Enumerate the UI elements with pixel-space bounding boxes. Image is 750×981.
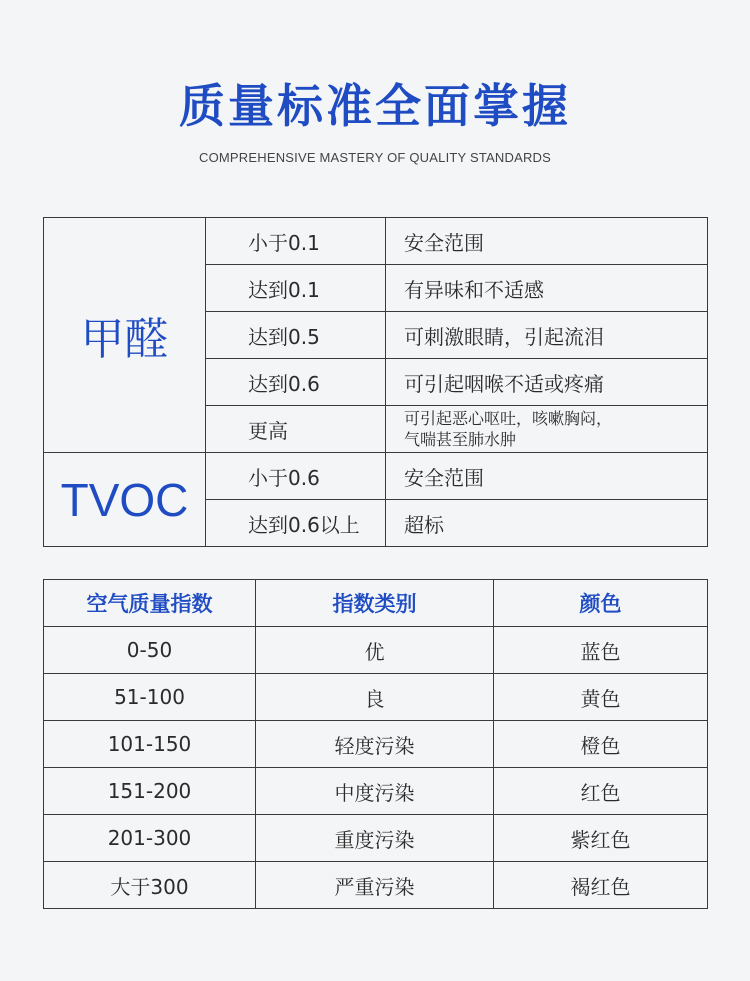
- table-row: [44, 218, 708, 265]
- aqi-color-cell: 黄色: [494, 674, 708, 721]
- aqi-category-cell: 优: [256, 627, 494, 674]
- column-header: 指数类别: [256, 580, 494, 627]
- condition-cell: 更高: [206, 406, 386, 453]
- aqi-category-cell: 良: [256, 674, 494, 721]
- aqi-category-cell: 重度污染: [256, 815, 494, 862]
- condition-cell: 达到0.1: [206, 265, 386, 312]
- aqi-range-cell: 201-300: [44, 815, 256, 862]
- page-subtitle: COMPREHENSIVE MASTERY OF QUALITY STANDARDS: [198, 150, 551, 165]
- aqi-range-cell: 51-100: [44, 674, 256, 721]
- aqi-category-cell: 轻度污染: [256, 721, 494, 768]
- condition-cell: 小于0.6: [206, 453, 386, 500]
- aqi-color-cell: 褐红色: [494, 862, 708, 909]
- effect-cell: 超标: [386, 500, 708, 547]
- effect-cell: 有异味和不适感: [386, 265, 708, 312]
- effect-line: 可引起恶心呕吐，咳嗽胸闷，: [404, 409, 613, 428]
- aqi-table: [43, 579, 708, 909]
- condition-cell: 达到0.6: [206, 359, 386, 406]
- condition-cell: 小于0.1: [206, 218, 386, 265]
- effect-cell: 安全范围: [386, 218, 708, 265]
- aqi-color-cell: 蓝色: [494, 627, 708, 674]
- table-row: [44, 721, 708, 768]
- aqi-range-cell: 101-150: [44, 721, 256, 768]
- table-row: [44, 768, 708, 815]
- column-header: 空气质量指数: [44, 580, 256, 627]
- table-row: [44, 627, 708, 674]
- effect-cell: 安全范围: [386, 453, 708, 500]
- aqi-color-cell: 红色: [494, 768, 708, 815]
- pollutant-name-formaldehyde: 甲醛: [44, 218, 206, 453]
- table-row: [44, 815, 708, 862]
- aqi-range-cell: 151-200: [44, 768, 256, 815]
- effect-cell: 可引起咽喉不适或疼痛: [386, 359, 708, 406]
- pollutant-standards-table: [43, 217, 708, 547]
- condition-cell: 达到0.5: [206, 312, 386, 359]
- effect-cell: 可刺激眼睛，引起流泪: [386, 312, 708, 359]
- column-header: 颜色: [494, 580, 708, 627]
- aqi-color-cell: 紫红色: [494, 815, 708, 862]
- aqi-range-cell: 大于300: [44, 862, 256, 909]
- table-row: [44, 453, 708, 500]
- effect-line: 气喘甚至肺水肿: [404, 430, 517, 449]
- effect-cell: [386, 406, 708, 453]
- condition-cell: 达到0.6以上: [206, 500, 386, 547]
- aqi-color-cell: 橙色: [494, 721, 708, 768]
- table-header-row: [44, 580, 708, 627]
- aqi-category-cell: 中度污染: [256, 768, 494, 815]
- aqi-range-cell: 0-50: [44, 627, 256, 674]
- table-row: [44, 862, 708, 909]
- page-title: 质量标准全面掌握: [179, 79, 571, 133]
- table-row: [44, 674, 708, 721]
- aqi-category-cell: 严重污染: [256, 862, 494, 909]
- pollutant-name-tvoc: TVOC: [44, 453, 206, 547]
